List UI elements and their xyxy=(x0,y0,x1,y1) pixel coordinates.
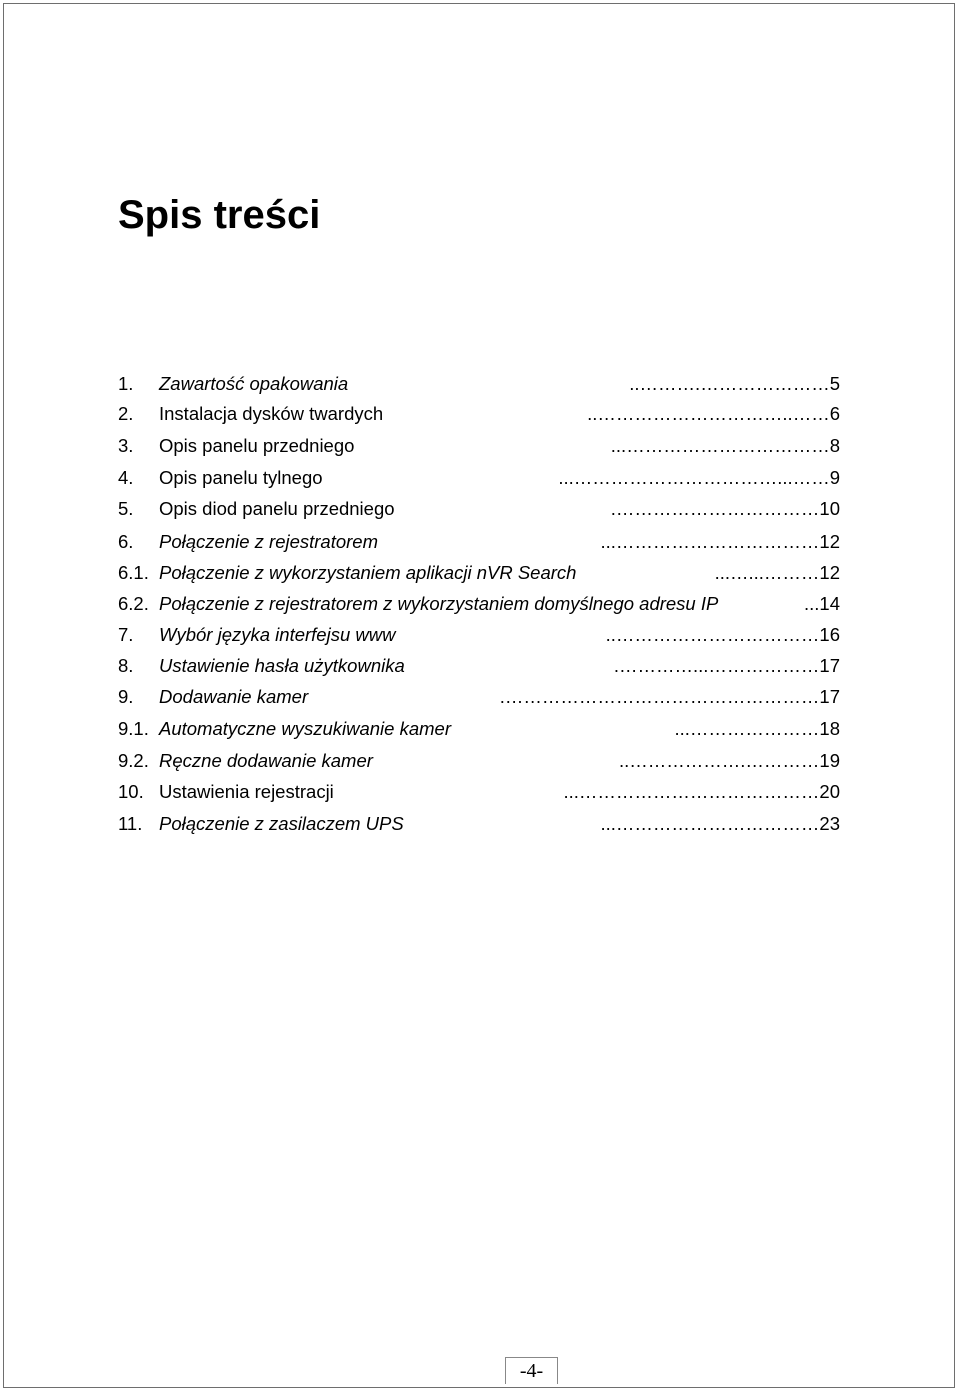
toc-entry-label: Ręczne dodawanie kamer xyxy=(159,750,373,771)
toc-entry-page: 6 xyxy=(829,403,840,424)
toc-entry[interactable] xyxy=(118,808,840,840)
toc-entry-number: 10. xyxy=(118,781,144,802)
toc-entry-label: Zawartość opakowania xyxy=(159,373,349,394)
toc-entry-label: Ustawienie hasła użytkownika xyxy=(159,655,405,676)
page-number: -4- xyxy=(505,1357,558,1384)
toc-entry-leader: …………………... xyxy=(674,718,820,739)
toc-entry[interactable] xyxy=(118,713,840,745)
toc-entry-number: 6. xyxy=(118,531,134,552)
toc-entry-label: Automatyczne wyszukiwanie kamer xyxy=(159,718,451,739)
toc-entry-leader: ……..………………………….. xyxy=(587,403,830,424)
toc-entry[interactable] xyxy=(118,430,840,462)
toc-entry-number: 6.2. xyxy=(118,593,149,614)
toc-entry-label: Połączenie z zasilaczem UPS xyxy=(159,813,404,834)
toc-entry-number: 3. xyxy=(118,435,134,456)
toc-entry-label: Opis panelu przedniego xyxy=(159,435,355,456)
toc-entry[interactable] xyxy=(118,776,840,808)
toc-entry-leader: ……………………………………………. xyxy=(499,686,820,707)
toc-entry[interactable] xyxy=(118,681,840,713)
toc-entry-number: 6.1. xyxy=(118,562,149,583)
toc-entry[interactable] xyxy=(118,368,840,400)
toc-entry-leader: …………………………………... xyxy=(563,781,820,802)
toc-entry-number: 1. xyxy=(118,373,134,394)
toc-entry-page: 18 xyxy=(819,718,840,739)
toc-entry-leader: ……………………………... xyxy=(610,435,830,456)
toc-entry[interactable] xyxy=(118,619,840,651)
toc-entry-page: 8 xyxy=(829,435,840,456)
toc-entry-page: 16 xyxy=(819,624,840,645)
toc-entry[interactable] xyxy=(118,650,840,682)
toc-entry-leader: ... xyxy=(804,593,820,614)
toc-entry-number: 11. xyxy=(118,813,143,834)
toc-entry-number: 9.2. xyxy=(118,750,149,771)
toc-entry-leader: ……...……………………………... xyxy=(558,467,830,488)
toc-entry-label: Ustawienia rejestracji xyxy=(159,781,334,802)
toc-entry-page: 10 xyxy=(819,498,840,519)
toc-entry-label: Dodawanie kamer xyxy=(159,686,309,707)
toc-entry-page: 17 xyxy=(819,686,840,707)
toc-entry-label: Połączenie z wykorzystaniem aplikacji nVR Search xyxy=(159,562,577,583)
toc-entry[interactable] xyxy=(118,557,840,589)
toc-entry-leader: ……………………………... xyxy=(600,813,820,834)
toc-entry-page: 12 xyxy=(819,531,840,552)
toc-entry-leader: ………….……………….. xyxy=(619,750,820,771)
toc-entry[interactable] xyxy=(118,745,840,777)
toc-entry-number: 7. xyxy=(118,624,134,645)
toc-entry-page: 5 xyxy=(829,373,840,394)
toc-entry-label: Wybór języka interfejsu www xyxy=(159,624,396,645)
toc-entry-leader: ………………….……….. xyxy=(629,373,830,394)
toc-entry-leader: ……………………………... xyxy=(600,531,820,552)
toc-entry-label: Opis panelu tylnego xyxy=(159,467,323,488)
toc-entry[interactable] xyxy=(118,493,840,525)
toc-entry[interactable] xyxy=(118,462,840,494)
toc-entry-label: Połączenie z rejestratorem z wykorzystaniem domyślnego adresu IP xyxy=(159,593,719,614)
toc-entry-leader: ……………………………. xyxy=(610,498,820,519)
toc-entry-page: 12 xyxy=(819,562,840,583)
toc-entry-label: Instalacja dysków twardych xyxy=(159,403,384,424)
toc-entry-label: Połączenie z rejestratorem xyxy=(159,531,379,552)
toc-entry[interactable] xyxy=(118,398,840,430)
toc-entry-page: 14 xyxy=(819,593,840,614)
toc-entry-leader: ………………...…………. xyxy=(613,655,820,676)
toc-entry[interactable] xyxy=(118,526,840,558)
toc-entry-page: 23 xyxy=(819,813,840,834)
toc-entry-number: 9. xyxy=(118,686,134,707)
toc-entry[interactable] xyxy=(118,588,840,620)
toc-entry-page: 9 xyxy=(829,467,840,488)
toc-entry-number: 2. xyxy=(118,403,134,424)
toc-entry-page: 20 xyxy=(819,781,840,802)
toc-entry-page: 19 xyxy=(819,750,840,771)
toc-entry-page: 17 xyxy=(819,655,840,676)
toc-entry-label: Opis diod panelu przedniego xyxy=(159,498,395,519)
toc-entry-leader: ………...…... xyxy=(714,562,820,583)
toc-entry-leader: …………………………….. xyxy=(605,624,820,645)
toc-entry-number: 8. xyxy=(118,655,134,676)
toc-entry-number: 5. xyxy=(118,498,134,519)
toc-entry-number: 9.1. xyxy=(118,718,149,739)
toc-entry-number: 4. xyxy=(118,467,134,488)
page-title: Spis treści xyxy=(118,193,321,237)
